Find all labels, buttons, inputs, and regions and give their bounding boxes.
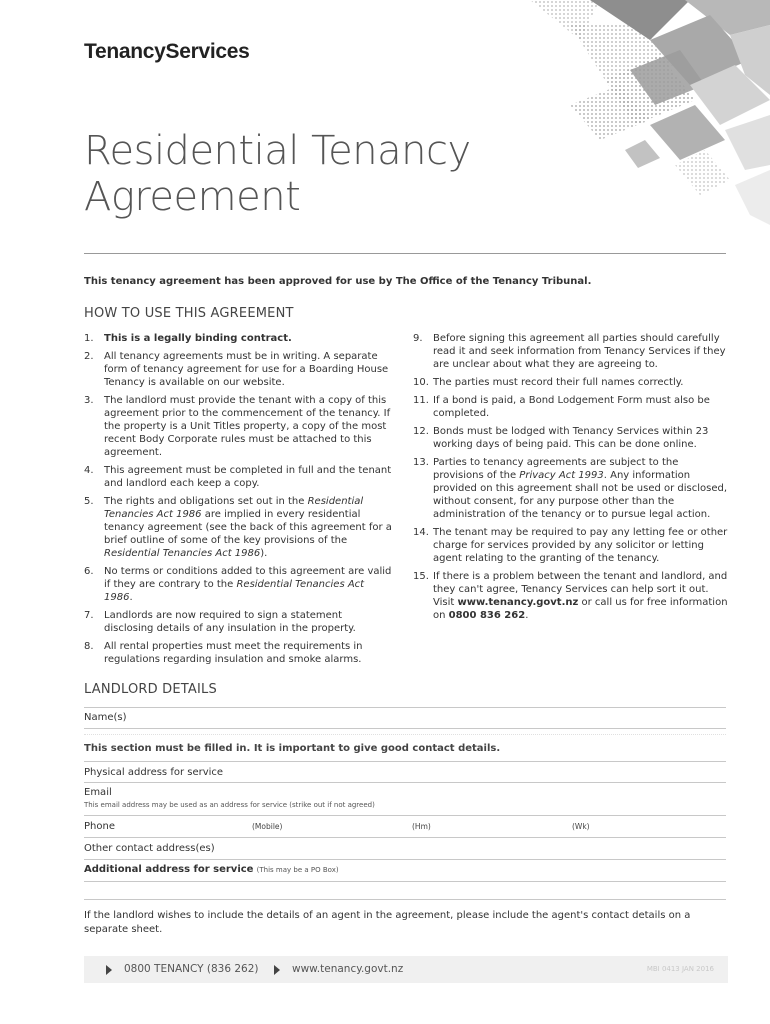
list-item-text: All tenancy agreements must be in writing. A separate form of tenancy agreement for use for a Boarding House Tenancy is available on our website.	[104, 351, 389, 388]
additional-address-label-text: Additional address for service	[84, 864, 254, 875]
additional-address-field-extra[interactable]	[84, 882, 726, 900]
other-contact-label: Other contact address(es)	[84, 843, 215, 854]
list-item-text: The tenant may be required to pay any letting fee or other charge for services provided by any solicitor or letting agent relating to the granting of the tenancy.	[433, 527, 728, 564]
list-item-text: No terms or conditions added to this agreement are valid if they are contrary to the Residential Tenancies Act 1986.	[104, 566, 392, 603]
footer-bar	[84, 956, 728, 983]
list-item-number: 3.	[84, 395, 94, 406]
list-item-number: 1.	[84, 333, 94, 344]
form-code: MBI 0413 JAN 2016	[646, 965, 714, 973]
phone-field[interactable]	[84, 816, 726, 838]
list-item-number: 9.	[413, 333, 423, 344]
arrow-right-icon	[106, 965, 112, 975]
additional-address-field[interactable]	[84, 860, 726, 882]
contact-details-notice: This section must be filled in. It is important to give good contact details.	[84, 743, 501, 754]
list-item-number: 12.	[413, 426, 429, 437]
phone-home-label: (Hm)	[412, 822, 431, 831]
list-item-text: If there is a problem between the tenant and landlord, and they can't agree, Tenancy Services can help sort it out. Visit www.tenancy.govt.nz or call us for free information on 0800 836 262.	[433, 571, 728, 621]
list-item	[413, 425, 728, 451]
title-divider	[84, 253, 726, 254]
list-item	[413, 376, 728, 389]
agent-details-note: If the landlord wishes to include the details of an agent in the agreement, please include the agent's contact details on a separate sheet.	[84, 910, 691, 935]
list-item-text: The parties must record their full names correctly.	[433, 377, 684, 388]
phone-label: Phone	[84, 821, 115, 832]
footer-phone: 0800 TENANCY (836 262)	[124, 963, 259, 975]
list-item-text: Parties to tenancy agreements are subject to the provisions of the Privacy Act 1993. Any information provided on this agreement shall not be used or disclosed, without consent, for any purpose other than the administration of the tenancy or to pursue legal action.	[433, 457, 728, 520]
list-item-number: 14.	[413, 527, 429, 538]
list-item	[84, 609, 394, 635]
how-to-use-heading: HOW TO USE THIS AGREEMENT	[84, 306, 294, 321]
landlord-names-field-extra	[84, 729, 726, 735]
list-item-text: If a bond is paid, a Bond Lodgement Form must also be completed.	[433, 395, 710, 419]
list-item-text: Bonds must be lodged with Tenancy Services within 23 working days of being paid. This can be done online.	[433, 426, 709, 450]
brand-logo	[84, 40, 250, 64]
list-item	[84, 565, 394, 604]
list-item	[84, 350, 394, 389]
physical-address-input[interactable]	[244, 766, 714, 777]
other-contact-input[interactable]	[234, 842, 714, 853]
list-item	[84, 332, 394, 345]
list-item-number: 8.	[84, 641, 94, 652]
list-item-text: The rights and obligations set out in the Residential Tenancies Act 1986 are implied in every residential tenancy agreement (see the back of this agreement for a brief outline of some of the key provisions of the Residential Tenancies Act 1986).	[104, 496, 392, 559]
list-item	[413, 526, 728, 565]
arrow-right-icon	[274, 965, 280, 975]
additional-address-label	[84, 864, 339, 875]
list-item	[84, 394, 394, 459]
list-item-number: 5.	[84, 496, 94, 507]
list-item-text: This is a legally binding contract.	[104, 333, 292, 344]
email-field[interactable]	[84, 783, 726, 816]
list-item-number: 4.	[84, 465, 94, 476]
how-to-use-list-right	[413, 332, 728, 627]
footer-website-link[interactable]: www.tenancy.govt.nz	[292, 963, 404, 975]
email-label: Email	[84, 787, 112, 798]
list-item	[413, 332, 728, 371]
landlord-names-label: Name(s)	[84, 712, 127, 723]
document-title-line1: Residential Tenancy	[84, 128, 471, 174]
brand-name: Tenancy	[84, 40, 166, 63]
other-contact-field[interactable]	[84, 838, 726, 860]
list-item-number: 2.	[84, 351, 94, 362]
list-item-text: All rental properties must meet the requirements in regulations regarding insulation and smoke alarms.	[104, 641, 363, 665]
list-item	[84, 464, 394, 490]
physical-address-label: Physical address for service	[84, 767, 224, 778]
document-title	[84, 128, 604, 220]
list-item-number: 11.	[413, 395, 429, 406]
list-item-text: This agreement must be completed in full and the tenant and landlord each keep a copy.	[104, 465, 392, 489]
list-item-number: 13.	[413, 457, 429, 468]
list-item-number: 10.	[413, 377, 429, 388]
landlord-names-input[interactable]	[144, 711, 714, 722]
landlord-names-field[interactable]	[84, 707, 726, 729]
email-note: This email address may be used as an address for service (strike out if not agreed)	[84, 801, 375, 809]
list-item-text: The landlord must provide the tenant with a copy of this agreement prior to the commencement of the tenancy. If the property is a Unit Titles property, a copy of the most recent Body Corporate rules must be attached to this agreement.	[104, 395, 391, 458]
landlord-details-heading: LANDLORD DETAILS	[84, 682, 217, 697]
phone-work-label: (Wk)	[572, 822, 590, 831]
list-item-number: 6.	[84, 566, 94, 577]
list-item-text: Before signing this agreement all parties should carefully read it and seek information from Tenancy Services if they are unclear about what they are agreeing to.	[433, 333, 726, 370]
approval-statement: This tenancy agreement has been approved for use by The Office of the Tenancy Tribunal.	[84, 276, 592, 287]
document-title-line2: Agreement	[84, 174, 301, 220]
list-item	[84, 495, 394, 560]
physical-address-field[interactable]	[84, 761, 726, 783]
how-to-use-list-left	[84, 332, 394, 671]
email-input[interactable]	[144, 786, 714, 797]
list-item	[84, 640, 394, 666]
list-item-number: 7.	[84, 610, 94, 621]
list-item	[413, 570, 728, 622]
brand-name-accent: Services	[165, 40, 250, 63]
list-item-number: 15.	[413, 571, 429, 582]
list-item-text: Landlords are now required to sign a statement disclosing details of any insulation in the property.	[104, 610, 356, 634]
list-item	[413, 456, 728, 521]
list-item	[413, 394, 728, 420]
phone-mobile-label: (Mobile)	[252, 822, 283, 831]
additional-address-note: (This may be a PO Box)	[256, 866, 339, 874]
